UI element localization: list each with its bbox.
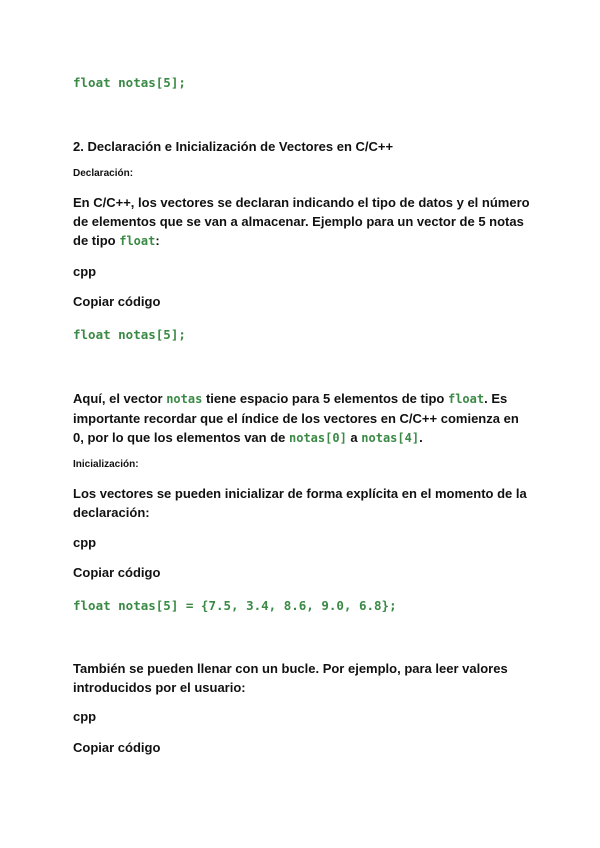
subheading-declaracion: Declaración: — [73, 168, 134, 179]
paragraph-inicializacion: Los vectores se pueden inicializar de forma explícita en el momento de la declaración: — [73, 486, 527, 520]
paragraph-text: En C/C++, los vectores se declaran indicando el tipo de datos y el número de elementos que se van a almacenar. Ejemplo para un vector de 5 notas de tipo — [73, 195, 530, 248]
inline-code-notas-4: notas[4] — [361, 431, 420, 445]
inline-code-notas-0: notas[0] — [289, 431, 347, 445]
code-snippet-initialization: float notas[5] = {7.5, 3.4, 8.6, 9.0, 6.8}; — [73, 598, 397, 613]
subheading-inicializacion: Inicialización: — [73, 459, 139, 470]
inline-code-notas: notas — [166, 392, 203, 406]
paragraph-text: . — [419, 430, 423, 445]
paragraph-explicacion — [73, 389, 533, 448]
copy-code-button[interactable]: Copiar código — [73, 740, 161, 755]
inline-code-float: float — [447, 392, 485, 406]
code-language-label: cpp — [73, 535, 97, 550]
code-language-label: cpp — [73, 709, 97, 724]
paragraph-text: Aquí, el vector — [73, 391, 167, 406]
paragraph-text: a — [346, 430, 362, 445]
copy-code-button[interactable]: Copiar código — [73, 565, 161, 580]
paragraph-text: : — [155, 233, 160, 248]
code-language-label: cpp — [73, 264, 97, 279]
paragraph-text: tiene espacio para 5 elementos de tipo — [202, 391, 448, 406]
paragraph-text: . Es importante recordar que el índice de los vectores en C/C++ comienza en 0, por lo que los elementos van de — [73, 391, 519, 445]
code-snippet-declaration: float notas[5]; — [73, 327, 186, 342]
paragraph-bucle: También se pueden llenar con un bucle. Por ejemplo, para leer valores introducidos por el usuario: — [73, 661, 508, 695]
inline-code-float: float — [119, 234, 156, 248]
code-snippet-declaration-top: float notas[5]; — [73, 75, 186, 90]
paragraph-declaracion — [73, 193, 533, 251]
copy-code-button[interactable]: Copiar código — [73, 294, 161, 309]
section-heading: 2. Declaración e Inicialización de Vectores en C/C++ — [73, 139, 394, 154]
